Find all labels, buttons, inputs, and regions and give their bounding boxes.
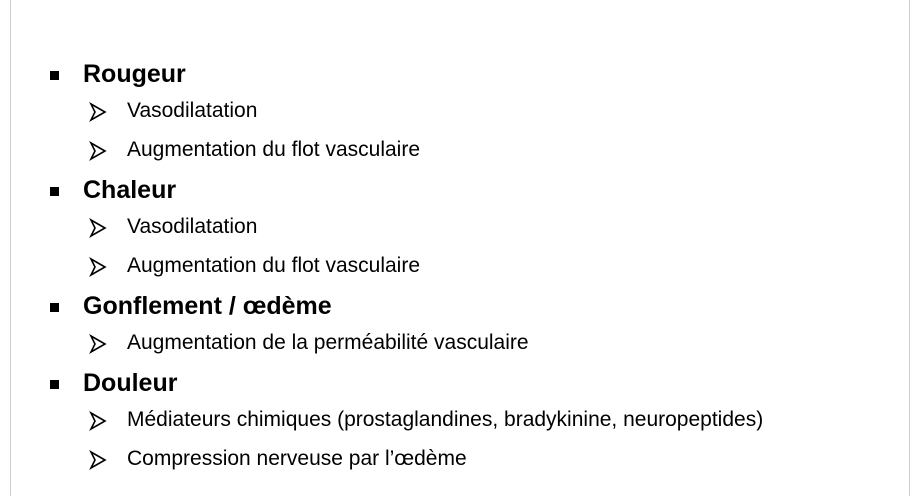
list-item-douleur	[45, 365, 899, 481]
sub-bullet-label: Compression nerveuse par l’œdème	[127, 447, 467, 470]
square-bullet-icon	[50, 380, 59, 389]
main-bullet-row	[45, 365, 899, 403]
sub-bullet-label: Augmentation de la perméabilité vasculaire	[127, 331, 529, 354]
sub-bullet-row	[45, 249, 899, 288]
sub-bullet-row	[45, 133, 899, 172]
square-bullet-icon	[50, 71, 59, 80]
sub-bullet-label: Vasodilatation	[127, 215, 258, 238]
arrow-bullet-icon	[89, 450, 107, 470]
square-bullet-icon	[50, 303, 59, 312]
sub-bullet-row	[45, 210, 899, 249]
sub-bullet-label: Médiateurs chimiques (prostaglandines, bradykinine, neuropeptides)	[127, 408, 764, 431]
main-bullet-row	[45, 56, 899, 94]
main-bullet-row	[45, 172, 899, 210]
main-bullet-label: Douleur	[83, 369, 178, 397]
sub-bullet-row	[45, 403, 899, 442]
arrow-bullet-icon	[89, 141, 107, 161]
list-item-rougeur	[45, 56, 899, 172]
arrow-bullet-icon	[89, 334, 107, 354]
slide	[10, 0, 910, 496]
sub-bullet-row	[45, 326, 899, 365]
square-bullet-icon	[50, 187, 59, 196]
arrow-bullet-icon	[89, 102, 107, 122]
sub-bullet-label: Augmentation du flot vasculaire	[127, 138, 421, 161]
sub-bullet-label: Vasodilatation	[127, 99, 258, 122]
main-bullet-row	[45, 288, 899, 326]
list-item-chaleur	[45, 172, 899, 288]
main-bullet-label: Gonflement / œdème	[83, 292, 332, 320]
sub-bullet-row	[45, 442, 899, 481]
main-bullet-label: Chaleur	[83, 176, 177, 204]
main-bullet-label: Rougeur	[83, 60, 186, 88]
sub-bullet-row	[45, 94, 899, 133]
sub-bullet-label: Augmentation du flot vasculaire	[127, 254, 421, 277]
arrow-bullet-icon	[89, 218, 107, 238]
list-item-gonflement	[45, 288, 899, 365]
arrow-bullet-icon	[89, 257, 107, 277]
bullet-list	[45, 56, 899, 481]
arrow-bullet-icon	[89, 411, 107, 431]
